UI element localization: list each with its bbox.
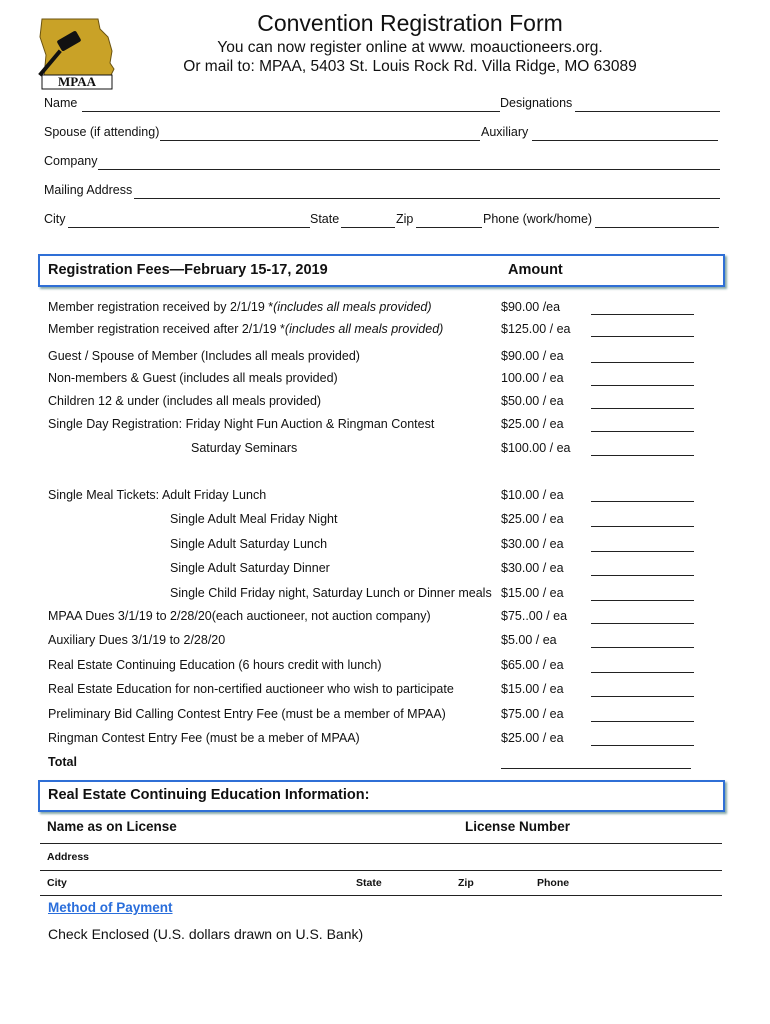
fee-price: 100.00 / ea [501,371,564,385]
mailing-field[interactable] [134,198,720,199]
fee-row-label: Single Day Registration: Friday Night Fun Auction & Ringman Contest [48,417,435,431]
ce-info-box [38,780,725,812]
fee-quantity-field[interactable] [591,526,694,527]
amount-header: Amount [508,262,563,278]
mpaa-logo [38,15,116,90]
auxiliary-label: Auxiliary [481,125,529,139]
fee-quantity-field[interactable] [591,672,694,673]
state-field[interactable] [341,227,395,228]
fee-row-label: Single Meal Tickets: Adult Friday Lunch [48,488,267,502]
page-title: Convention Registration Form [257,10,563,36]
fee-row-label: Real Estate Education for non-certified auctioneer who wish to participate [48,682,454,696]
fee-price: $25.00 / ea [501,731,564,745]
fee-row-label: Preliminary Bid Calling Contest Entry Fee (must be a member of MPAA) [48,707,446,721]
company-label: Company [44,154,98,168]
fee-row-label: Guest / Spouse of Member (Includes all meals provided) [48,349,360,363]
fee-quantity-field[interactable] [591,336,694,337]
fee-price: $90.00 /ea [501,300,561,314]
fee-price: $30.00 / ea [501,561,564,575]
mailing-label: Mailing Address [44,183,133,197]
fee-price: $100.00 / ea [501,441,571,455]
zip-label: Zip [396,212,414,226]
fee-label: Member registration received by 2/1/19 * [48,300,274,314]
fee-price: $15.00 / ea [501,682,564,696]
fee-quantity-field[interactable] [591,501,694,502]
total-field[interactable] [501,768,691,769]
fee-price: $125.00 / ea [501,322,571,336]
fee-row-label: Single Adult Saturday Dinner [170,561,330,575]
ce-state-label: State [356,877,382,889]
check-enclosed-option[interactable]: Check Enclosed (U.S. dollars drawn on U.S. Bank) [48,926,364,942]
fee-quantity-field[interactable] [591,314,694,315]
fee-quantity-field[interactable] [591,721,694,722]
fee-price: $50.00 / ea [501,394,564,408]
name-field[interactable] [82,111,500,112]
ce-city-label: City [47,877,67,889]
fee-row-label: Auxiliary Dues 3/1/19 to 2/28/20 [48,633,226,647]
fee-row-label: Single Child Friday night, Saturday Lunch or Dinner meals [170,586,492,600]
online-note: You can now register online at www. moauctioneers.org. [217,39,603,56]
fee-price: $90.00 / ea [501,349,564,363]
ce-header: Real Estate Continuing Education Information: [48,787,370,803]
state-label: State [310,212,340,226]
license-row-line[interactable] [40,843,722,844]
name-label: Name [44,96,78,110]
designations-field[interactable] [575,111,720,112]
fee-price: $30.00 / ea [501,537,564,551]
fee-quantity-field[interactable] [591,431,694,432]
fee-note: (includes all meals provided) [284,322,444,336]
fee-row-label: Ringman Contest Entry Fee (must be a meber of MPAA) [48,731,360,745]
city-label: City [44,212,66,226]
fee-quantity-field[interactable] [591,551,694,552]
fee-quantity-field[interactable] [591,455,694,456]
license-number-label: License Number [465,819,571,834]
fee-price: $10.00 / ea [501,488,564,502]
method-of-payment-link[interactable]: Method of Payment [48,900,173,915]
fee-quantity-field[interactable] [591,362,694,363]
fee-price: $75.00 / ea [501,707,564,721]
fee-price: $75..00 / ea [501,609,568,623]
fee-quantity-field[interactable] [591,408,694,409]
fee-price: $65.00 / ea [501,658,564,672]
phone-field[interactable] [595,227,719,228]
fees-header: Registration Fees—February 15-17, 2019 [48,262,328,278]
fee-row-label: MPAA Dues 3/1/19 to 2/28/20(each auctioneer, not auction company) [48,609,431,623]
fee-quantity-field[interactable] [591,745,694,746]
total-label: Total [48,755,77,769]
fee-price: $5.00 / ea [501,633,557,647]
registration-fees-box [38,254,725,287]
company-field[interactable] [98,169,720,170]
fee-price: $15.00 / ea [501,586,564,600]
auxiliary-field[interactable] [532,140,718,141]
fee-row-label [48,322,443,336]
mail-address: Or mail to: MPAA, 5403 St. Louis Rock Rd. Villa Ridge, MO 63089 [183,58,637,75]
fee-row-label: Children 12 & under (includes all meals provided) [48,394,322,408]
logo-text: MPAA [57,74,97,89]
fee-row-label: Non-members & Guest (includes all meals provided) [48,371,338,385]
zip-field[interactable] [416,227,482,228]
fee-row-label: Single Adult Saturday Lunch [170,537,328,551]
ce-city-line[interactable] [40,895,722,896]
license-name-label: Name as on License [47,819,177,834]
spouse-field[interactable] [160,140,480,141]
fee-quantity-field[interactable] [591,600,694,601]
fee-row-label [48,300,432,314]
fee-quantity-field[interactable] [591,696,694,697]
fee-quantity-field[interactable] [591,575,694,576]
fee-row-label: Saturday Seminars [191,441,298,455]
fee-price: $25.00 / ea [501,417,564,431]
designations-label: Designations [500,96,573,110]
ce-phone-label: Phone [537,877,570,889]
fee-quantity-field[interactable] [591,385,694,386]
fee-note: (includes all meals provided) [273,300,432,314]
fee-row-label: Real Estate Continuing Education (6 hours credit with lunch) [48,658,382,672]
fee-label: Member registration received after 2/1/19 * [48,322,285,336]
fee-price: $25.00 / ea [501,512,564,526]
fee-quantity-field[interactable] [591,623,694,624]
spouse-label: Spouse (if attending) [44,125,160,139]
phone-label: Phone (work/home) [483,212,593,226]
ce-address-line[interactable] [40,870,722,871]
ce-zip-label: Zip [458,877,474,889]
city-field[interactable] [68,227,310,228]
fee-quantity-field[interactable] [591,647,694,648]
ce-address-label: Address [47,851,90,863]
fee-row-label: Single Adult Meal Friday Night [170,512,338,526]
